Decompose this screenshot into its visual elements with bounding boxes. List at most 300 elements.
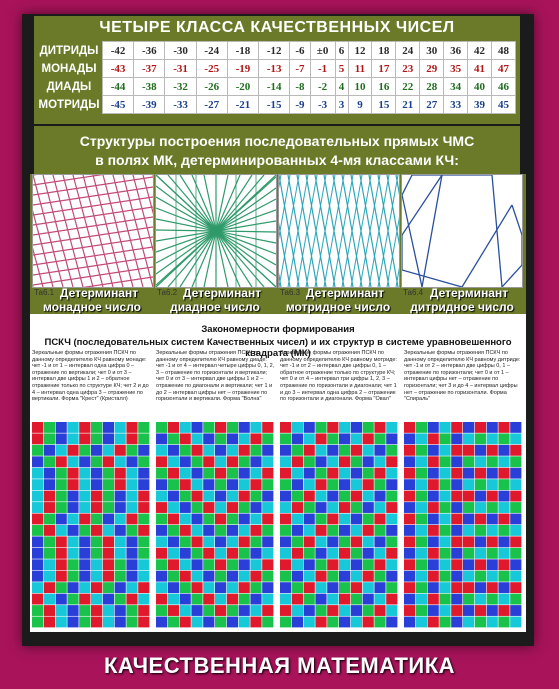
mosaic-cell xyxy=(203,525,214,536)
mosaic-cell xyxy=(304,548,315,559)
mosaic-cell xyxy=(439,594,450,605)
mosaic-cell xyxy=(339,571,350,582)
number-cell: 21 xyxy=(396,96,420,114)
mosaic-cell xyxy=(451,559,462,570)
mosaic-cell xyxy=(451,445,462,456)
mosaic-cell xyxy=(439,571,450,582)
mosaic-cell xyxy=(227,571,238,582)
mosaic-cell xyxy=(138,479,149,490)
mosaic-cell xyxy=(156,456,167,467)
mosaic-cell xyxy=(280,422,291,433)
mosaic-cell xyxy=(203,514,214,525)
mosaic-cell xyxy=(304,456,315,467)
mosaic-cell xyxy=(451,502,462,513)
figure-diad xyxy=(155,174,277,288)
mosaic-cell xyxy=(498,433,509,444)
mosaic-cell xyxy=(239,456,250,467)
mosaic-cell xyxy=(67,559,78,570)
patterns-panel xyxy=(30,314,526,632)
mosaic-cell xyxy=(180,445,191,456)
mosaic-cell xyxy=(79,525,90,536)
mosaic-cell xyxy=(215,422,226,433)
number-cell: -36 xyxy=(134,42,165,60)
mosaic-cell xyxy=(386,422,397,433)
mosaic-cell xyxy=(44,491,55,502)
mosaic-cell xyxy=(91,536,102,547)
mosaic-cell xyxy=(451,422,462,433)
mosaic-cell xyxy=(67,456,78,467)
mosaic-cell xyxy=(351,433,362,444)
mosaic-cell xyxy=(463,433,474,444)
mosaic-cell xyxy=(304,468,315,479)
mosaic-cell xyxy=(191,433,202,444)
mosaic-cell xyxy=(79,582,90,593)
mosaic-cell xyxy=(428,479,439,490)
mosaic-cell xyxy=(180,594,191,605)
mosaic-cell xyxy=(463,548,474,559)
mosaic-cell xyxy=(487,617,498,628)
structure-line xyxy=(33,227,153,245)
mosaic-cell xyxy=(363,479,374,490)
mosaic-cell xyxy=(487,559,498,570)
mosaic-cell xyxy=(292,514,303,525)
number-cell: -38 xyxy=(134,78,165,96)
mosaic-cell xyxy=(374,433,385,444)
mosaic-cell xyxy=(386,445,397,456)
mosaic-cell xyxy=(439,536,450,547)
number-cell: 18 xyxy=(372,42,396,60)
mosaic-cell xyxy=(103,536,114,547)
mosaic-cell xyxy=(304,525,315,536)
mosaic-cell xyxy=(292,479,303,490)
mosaic-cell xyxy=(67,491,78,502)
pattern-column-cross xyxy=(32,422,150,628)
mosaic-cell xyxy=(292,491,303,502)
mosaic-cell xyxy=(351,582,362,593)
mosaic-cell xyxy=(351,468,362,479)
figure-ditrid xyxy=(401,174,523,288)
mosaic-cell xyxy=(215,559,226,570)
mosaic-cell xyxy=(292,571,303,582)
mosaic-cell xyxy=(203,594,214,605)
mosaic-cell xyxy=(239,571,250,582)
number-cell: -13 xyxy=(259,60,290,78)
mosaic-cell xyxy=(156,479,167,490)
structure-line xyxy=(133,175,153,287)
number-cell: 41 xyxy=(468,60,492,78)
structure-line xyxy=(279,175,290,287)
mosaic-cell xyxy=(351,422,362,433)
mosaic-cell xyxy=(32,571,43,582)
mosaic-cell xyxy=(215,548,226,559)
mosaic-cell xyxy=(115,445,126,456)
mosaic-cell xyxy=(510,456,521,467)
number-cell: -2 xyxy=(310,78,335,96)
mosaic-cell xyxy=(439,525,450,536)
mosaic-cell xyxy=(475,559,486,570)
mosaic-cell xyxy=(250,422,261,433)
mosaic-cell xyxy=(475,571,486,582)
number-cell: -32 xyxy=(165,78,196,96)
number-cell: 16 xyxy=(372,78,396,96)
mosaic-cell xyxy=(339,605,350,616)
mosaic-cell xyxy=(227,536,238,547)
mosaic-cell xyxy=(487,605,498,616)
mosaic-cell xyxy=(79,559,90,570)
mosaic-cell xyxy=(138,456,149,467)
number-cell: -1 xyxy=(310,60,335,78)
mosaic-cell xyxy=(363,525,374,536)
mosaic-cell xyxy=(56,491,67,502)
mosaic-cell xyxy=(215,571,226,582)
mosaic-cell xyxy=(79,536,90,547)
mosaic-cell xyxy=(180,536,191,547)
mosaic-cell xyxy=(280,491,291,502)
mosaic-cell xyxy=(138,514,149,525)
mosaic-cell xyxy=(32,491,43,502)
mosaic-cell xyxy=(292,422,303,433)
mosaic-cell xyxy=(339,445,350,456)
row-label: МОТРИДЫ xyxy=(38,99,100,111)
number-cell: -19 xyxy=(227,60,258,78)
mosaic-cell xyxy=(239,536,250,547)
mosaic-cell xyxy=(315,433,326,444)
mosaic-cell xyxy=(351,525,362,536)
mosaic-cell xyxy=(156,514,167,525)
mosaic-cell xyxy=(374,605,385,616)
mosaic-cell xyxy=(416,525,427,536)
mosaic-cell xyxy=(168,514,179,525)
mosaic-cell xyxy=(44,525,55,536)
mosaic-cell xyxy=(103,479,114,490)
mosaic-cell xyxy=(44,445,55,456)
mosaic-cell xyxy=(475,536,486,547)
mosaic-cell xyxy=(404,594,415,605)
mosaic-cell xyxy=(250,605,261,616)
mosaic-cell xyxy=(374,445,385,456)
mosaic-cell xyxy=(126,548,137,559)
mosaic-cell xyxy=(91,548,102,559)
mosaic-cell xyxy=(115,468,126,479)
mosaic-cell xyxy=(363,445,374,456)
mosaic-cell xyxy=(180,514,191,525)
mosaic-cell xyxy=(498,479,509,490)
poster xyxy=(22,14,534,646)
structure-line xyxy=(279,175,290,287)
mosaic-cell xyxy=(227,422,238,433)
mosaic-cell xyxy=(191,605,202,616)
mosaic-cell xyxy=(67,422,78,433)
mosaic-cell xyxy=(79,594,90,605)
number-cell: 45 xyxy=(491,96,515,114)
mosaic-cell xyxy=(386,525,397,536)
number-cell: 11 xyxy=(348,60,372,78)
mosaic-cell xyxy=(339,491,350,502)
mosaic-cell xyxy=(416,422,427,433)
number-cell: 3 xyxy=(335,96,348,114)
mosaic-cell xyxy=(386,433,397,444)
mosaic-cell xyxy=(32,525,43,536)
mosaic-cell xyxy=(239,502,250,513)
mosaic-cell xyxy=(510,548,521,559)
mosaic-cell xyxy=(191,571,202,582)
mosaic-cell xyxy=(327,582,338,593)
mosaic-cell xyxy=(292,536,303,547)
mosaic-cell xyxy=(374,514,385,525)
number-cell: 17 xyxy=(372,60,396,78)
mosaic-cell xyxy=(115,514,126,525)
mosaic-cell xyxy=(351,617,362,628)
number-cell: -39 xyxy=(134,96,165,114)
mosaic-cell xyxy=(227,491,238,502)
mosaic-cell xyxy=(416,456,427,467)
mosaic-cell xyxy=(91,479,102,490)
mosaic-cell xyxy=(227,548,238,559)
mosaic-cell xyxy=(339,502,350,513)
mosaic-cell xyxy=(180,571,191,582)
mosaic-cell xyxy=(239,468,250,479)
mosaic-cell xyxy=(416,582,427,593)
mosaic-cell xyxy=(386,605,397,616)
mosaic-cell xyxy=(304,582,315,593)
mosaic-cell xyxy=(404,605,415,616)
mosaic-cell xyxy=(374,559,385,570)
mosaic-cell xyxy=(32,605,43,616)
mosaic-cell xyxy=(463,514,474,525)
mosaic-cell xyxy=(56,559,67,570)
determinant-word: Детерминант xyxy=(59,286,139,300)
mosaic-cell xyxy=(138,582,149,593)
mosaic-cell xyxy=(215,536,226,547)
mosaic-cell xyxy=(327,559,338,570)
mosaic-cell xyxy=(56,514,67,525)
mosaic-cell xyxy=(180,525,191,536)
mosaic-cell xyxy=(103,605,114,616)
mosaic-cell xyxy=(203,422,214,433)
mosaic-cell xyxy=(404,617,415,628)
number-cell: -27 xyxy=(196,96,227,114)
mosaic-cell xyxy=(404,582,415,593)
mosaic-cell xyxy=(510,468,521,479)
mosaic-cell xyxy=(191,491,202,502)
mosaic-cell xyxy=(126,605,137,616)
mosaic-cell xyxy=(44,571,55,582)
mosaic-cell xyxy=(103,514,114,525)
mosaic-cell xyxy=(487,468,498,479)
mosaic-cell xyxy=(463,617,474,628)
structure-line xyxy=(402,175,412,195)
patterns-subtitle: ПСКЧ (последовательных систем Качественных чисел) и их структур в системе уравновешенного квадрата (МК) xyxy=(44,337,512,359)
mosaic-cell xyxy=(292,594,303,605)
mosaic-cell xyxy=(428,433,439,444)
mosaic-cell xyxy=(79,433,90,444)
mosaic-cell xyxy=(292,525,303,536)
mosaic-cell xyxy=(227,456,238,467)
mosaic-cell xyxy=(115,502,126,513)
mosaic-cell xyxy=(487,502,498,513)
mosaic-cell xyxy=(203,479,214,490)
mosaic-cell xyxy=(156,525,167,536)
number-cell: -43 xyxy=(103,60,134,78)
mosaic-cell xyxy=(428,559,439,570)
mosaic-cell xyxy=(44,559,55,570)
mosaic-cell xyxy=(475,582,486,593)
structure-line xyxy=(33,187,153,205)
mosaic-cell xyxy=(32,559,43,570)
mosaic-cell xyxy=(191,559,202,570)
mosaic-cell xyxy=(416,491,427,502)
mosaic-cell xyxy=(250,502,261,513)
mosaic-cell xyxy=(510,525,521,536)
classes-table-panel xyxy=(34,16,520,124)
mosaic-cell xyxy=(292,582,303,593)
mosaic-cell xyxy=(327,468,338,479)
mosaic-cell xyxy=(428,617,439,628)
mosaic-cell xyxy=(168,422,179,433)
mosaic-cell xyxy=(56,582,67,593)
mosaic-cell xyxy=(404,456,415,467)
mosaic-cell xyxy=(250,433,261,444)
structure-line xyxy=(33,175,53,287)
mosaic-cell xyxy=(351,491,362,502)
mosaic-cell xyxy=(67,445,78,456)
mosaic-cell xyxy=(126,571,137,582)
mosaic-cell xyxy=(79,605,90,616)
mosaic-cell xyxy=(315,468,326,479)
structure-line xyxy=(33,177,153,195)
mosaic-cell xyxy=(374,491,385,502)
mosaic-cell xyxy=(56,536,67,547)
mosaic-cell xyxy=(156,594,167,605)
mosaic-cell xyxy=(510,491,521,502)
mosaic-cell xyxy=(280,594,291,605)
mosaic-cell xyxy=(386,582,397,593)
numbers-row xyxy=(103,42,516,60)
mosaic-cell xyxy=(339,559,350,570)
mosaic-cell xyxy=(215,491,226,502)
number-cell: 40 xyxy=(468,78,492,96)
mosaic-cell xyxy=(428,548,439,559)
mosaic-cell xyxy=(475,525,486,536)
column-description: Зеркальные формы отражения ПСКЧ по данному определителю КЧ равному мотриде: чет -1 и от 2 – интервал две цифры 0, 1 – обратное отражение только по структуре КЧ; чет 0 и от 4 – интервал три цифры 1, 2, 3 – отражение по горизонтали и диагонали; чет 1 и до 3 – интервал одна цифра 2 – отражение по горизонтали и диагонали. Форма "Овал" xyxy=(280,350,397,403)
mosaic-cell xyxy=(280,479,291,490)
mosaic-cell xyxy=(138,525,149,536)
number-cell: 10 xyxy=(348,78,372,96)
mosaic-cell xyxy=(126,445,137,456)
mosaic-cell xyxy=(103,468,114,479)
mosaic-cell xyxy=(215,514,226,525)
mosaic-cell xyxy=(250,479,261,490)
mosaic-cell xyxy=(227,479,238,490)
mosaic-cell xyxy=(67,594,78,605)
mosaic-cell xyxy=(191,617,202,628)
mosaic-cell xyxy=(487,548,498,559)
mosaic-cell xyxy=(32,445,43,456)
mosaic-cell xyxy=(487,571,498,582)
mosaic-cell xyxy=(327,456,338,467)
mosaic-cell xyxy=(56,571,67,582)
mosaic-cell xyxy=(56,605,67,616)
determinant-type: диадное число xyxy=(170,300,260,314)
mosaic-cell xyxy=(363,491,374,502)
mosaic-cell xyxy=(262,605,273,616)
mosaic-cell xyxy=(227,514,238,525)
mosaic-cell xyxy=(498,536,509,547)
number-cell: 4 xyxy=(335,78,348,96)
mosaic-cell xyxy=(428,502,439,513)
mosaic-cell xyxy=(363,433,374,444)
mosaic-cell xyxy=(67,479,78,490)
mosaic-cell xyxy=(439,582,450,593)
mosaic-cell xyxy=(138,571,149,582)
mosaic-cell xyxy=(91,559,102,570)
mosaic-cell xyxy=(386,571,397,582)
mosaic-cell xyxy=(115,479,126,490)
mosaic-cell xyxy=(439,514,450,525)
mosaic-cell xyxy=(168,491,179,502)
mosaic-cell xyxy=(327,491,338,502)
mosaic-cell xyxy=(227,617,238,628)
mosaic-cell xyxy=(428,571,439,582)
mosaic-cell xyxy=(91,617,102,628)
mosaic-cell xyxy=(191,582,202,593)
number-cell: 48 xyxy=(491,42,515,60)
mosaic-cell xyxy=(510,605,521,616)
structure-line xyxy=(33,207,153,225)
mosaic-cell xyxy=(416,514,427,525)
mosaic-cell xyxy=(315,502,326,513)
mosaic-cell xyxy=(138,445,149,456)
mosaic-cell xyxy=(463,445,474,456)
mosaic-cell xyxy=(498,605,509,616)
mosaic-cell xyxy=(363,456,374,467)
mosaic-cell xyxy=(487,594,498,605)
number-cell: 47 xyxy=(491,60,515,78)
mosaic-cell xyxy=(439,456,450,467)
mosaic-cell xyxy=(475,594,486,605)
mosaic-cell xyxy=(304,422,315,433)
mosaic-cell xyxy=(103,491,114,502)
mosaic-cell xyxy=(262,514,273,525)
mosaic-cell xyxy=(475,617,486,628)
mosaic-cell xyxy=(315,536,326,547)
mosaic-cell xyxy=(203,491,214,502)
mosaic-cell xyxy=(280,617,291,628)
mosaic-cell xyxy=(292,433,303,444)
mosaic-cell xyxy=(327,479,338,490)
mosaic-cell xyxy=(44,468,55,479)
number-cell: -15 xyxy=(259,96,290,114)
mosaic-cell xyxy=(363,571,374,582)
mosaic-cell xyxy=(280,571,291,582)
mosaic-cell xyxy=(386,456,397,467)
mosaic-cell xyxy=(416,605,427,616)
number-cell: 35 xyxy=(444,60,468,78)
mosaic-cell xyxy=(451,479,462,490)
mosaic-cell xyxy=(510,422,521,433)
mosaic-cell xyxy=(363,559,374,570)
mosaic-cell xyxy=(280,433,291,444)
mosaic-cell xyxy=(180,479,191,490)
mosaic-cell xyxy=(363,514,374,525)
mosaic-cell xyxy=(416,559,427,570)
mosaic-cell xyxy=(428,514,439,525)
mosaic-cell xyxy=(44,422,55,433)
mosaic-cell xyxy=(404,445,415,456)
mosaic-cell xyxy=(416,594,427,605)
mosaic-cell xyxy=(363,468,374,479)
mosaic-cell xyxy=(126,617,137,628)
